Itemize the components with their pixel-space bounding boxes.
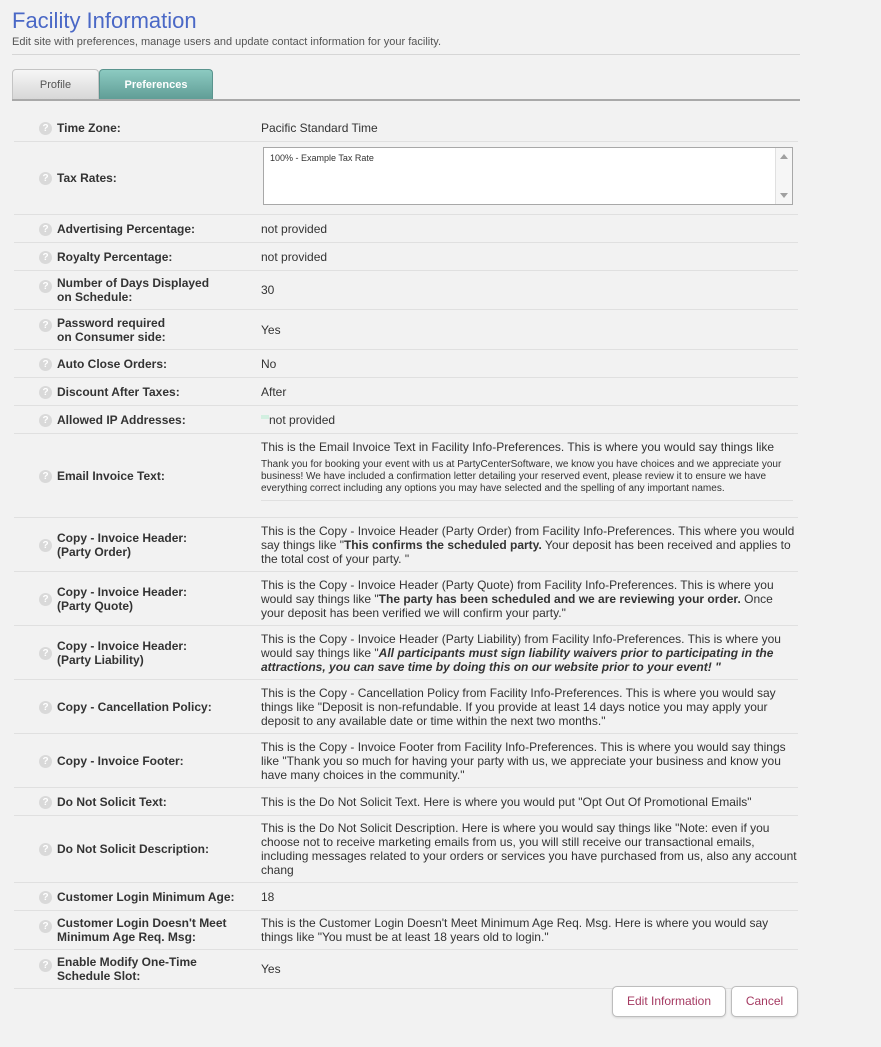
tab-bar — [12, 69, 800, 101]
value-emphasis: This confirms the scheduled party. — [343, 537, 542, 552]
field-value: not provided — [261, 249, 328, 264]
help-icon[interactable]: ? — [39, 358, 52, 371]
row-time-zone — [14, 114, 798, 142]
help-icon[interactable]: ? — [39, 251, 52, 264]
tax-rate-item[interactable]: 100% - Example Tax Rate — [270, 153, 374, 163]
field-label: Advertising Percentage: — [57, 221, 196, 236]
help-icon[interactable]: ? — [39, 755, 52, 768]
help-icon[interactable]: ? — [39, 414, 52, 427]
page-title: Facility Information — [12, 8, 197, 33]
field-value: 18 — [261, 889, 275, 904]
value-text: This is the Copy - Invoice Header (Party Order) from Facility Info-Preferences. This where you would say things like " — [261, 523, 795, 552]
help-icon[interactable]: ? — [39, 843, 52, 856]
field-label: Copy - Invoice Footer: — [57, 753, 184, 768]
field-label: Customer Login Minimum Age: — [57, 889, 235, 904]
field-label: Copy - Invoice Header: (Party Liability) — [57, 638, 188, 667]
field-label: Do Not Solicit Text: — [57, 794, 167, 809]
help-icon[interactable]: ? — [39, 959, 52, 972]
field-label: Password required on Consumer side: — [57, 315, 166, 344]
help-icon[interactable]: ? — [39, 386, 52, 399]
field-value: This is the Customer Login Doesn't Meet Minimum Age Req. Msg. Here is where you would say things like "You must be at least 18 years old to login." — [261, 916, 769, 944]
row-enable-modify-slot — [14, 950, 798, 989]
field-label: Email Invoice Text: — [57, 468, 165, 483]
listbox-scrollbar[interactable] — [775, 148, 792, 204]
field-label: Allowed IP Addresses: — [57, 412, 186, 427]
help-icon[interactable]: ? — [39, 593, 52, 606]
tab-divider — [12, 99, 800, 101]
field-value — [261, 524, 798, 566]
field-label: Copy - Invoice Header: (Party Order) — [57, 530, 188, 559]
help-icon[interactable]: ? — [39, 920, 52, 933]
email-invoice-intro: This is the Email Invoice Text in Facility Info-Preferences. This is where you would say things like — [261, 440, 775, 454]
row-email-invoice-text — [14, 434, 798, 518]
field-value — [261, 413, 798, 427]
value-text: This is the Copy - Invoice Header (Party Liability) from Facility Info-Preferences. This is where you would say things like " — [261, 631, 781, 660]
help-icon[interactable]: ? — [39, 470, 52, 483]
field-value: After — [261, 384, 287, 399]
field-value: not provided — [261, 221, 328, 236]
page-subtitle: Edit site with preferences, manage users and update contact information for your facility. — [12, 36, 442, 48]
scroll-up-icon[interactable] — [780, 154, 788, 159]
row-advertising-percentage — [14, 215, 798, 243]
value-emphasis: The party has been scheduled and we are reviewing your order. — [378, 591, 741, 606]
edit-information-button[interactable]: Edit Information — [612, 986, 726, 1017]
field-label: Number of Days Displayed on Schedule: — [57, 276, 210, 304]
row-royalty-percentage — [14, 243, 798, 271]
help-icon[interactable]: ? — [39, 647, 52, 660]
field-label: Do Not Solicit Description: — [57, 842, 210, 856]
field-label: Enable Modify One-Time Schedule Slot: — [57, 955, 197, 983]
field-label: Discount After Taxes: — [57, 384, 180, 399]
ip-marker — [261, 415, 269, 419]
title-divider — [12, 54, 800, 55]
help-icon[interactable]: ? — [39, 223, 52, 236]
row-tax-rates — [14, 142, 798, 215]
field-value: This is the Do Not Solicit Description. Here is where you would say things like "Note: even if you choose not to receive marketing emails from us, you will still receive our transactional emails, including messages related to your orders or services you have purchased from us, also any account chang — [261, 821, 797, 877]
row-do-not-solicit-description — [14, 816, 798, 883]
field-label: Copy - Cancellation Policy: — [57, 699, 212, 714]
field-value: This is the Do Not Solicit Text. Here is where you would put "Opt Out Of Promotional Emails" — [261, 794, 752, 809]
field-label: Royalty Percentage: — [57, 249, 173, 264]
value-text: This is the Copy - Invoice Header (Party Quote) from Facility Info-Preferences. This is where you would say things like " — [261, 577, 774, 606]
value-text: Once your deposit has been verified we will confirm your party." — [261, 591, 773, 620]
field-label: Tax Rates: — [57, 171, 117, 185]
row-do-not-solicit-text — [14, 788, 798, 816]
email-invoice-body: Thank you for booking your event with us at PartyCenterSoftware, we know you have choices and we appreciate your business! We have included a confirmation letter detailing your reserved event, please review it to ensure we have everything correct including any options you may have selected and the spelling of any important names. — [261, 459, 793, 501]
field-value: This is the Copy - Invoice Footer from Facility Info-Preferences. This is where you would say things like "Thank you so much for having your party with us, we appreciate your business and know you have many choices in the community." — [261, 739, 786, 782]
row-cancellation-policy — [14, 680, 798, 734]
field-label: Time Zone: — [57, 120, 121, 135]
scroll-down-icon[interactable] — [780, 193, 788, 198]
tax-rates-listbox[interactable] — [263, 147, 793, 205]
cancel-button[interactable]: Cancel — [731, 986, 798, 1017]
help-icon[interactable]: ? — [39, 172, 52, 185]
field-value — [261, 578, 798, 620]
row-min-age-message — [14, 911, 798, 950]
preferences-table — [14, 114, 798, 989]
help-icon[interactable]: ? — [39, 319, 52, 332]
help-icon[interactable]: ? — [39, 891, 52, 904]
help-icon[interactable]: ? — [39, 701, 52, 714]
row-invoice-header-order — [14, 518, 798, 572]
row-allowed-ip-addresses — [14, 406, 798, 434]
field-value: Yes — [261, 962, 281, 976]
help-icon[interactable]: ? — [39, 122, 52, 135]
value-text: Your deposit has been received and applies to the total cost of your party. " — [261, 537, 791, 566]
ip-value-text: not provided — [269, 412, 336, 427]
field-value: No — [261, 356, 277, 371]
field-value — [261, 632, 798, 674]
field-value: Pacific Standard Time — [261, 120, 378, 135]
field-label: Auto Close Orders: — [57, 356, 168, 371]
field-value — [261, 440, 798, 501]
field-value: This is the Copy - Cancellation Policy from Facility Info-Preferences. This is where you would say things like "Deposit is non-refundable. If you provide at least 14 days notice you may apply your deposit to any available date or time within the next two months." — [261, 685, 776, 728]
field-label: Copy - Invoice Header: (Party Quote) — [57, 584, 188, 613]
row-invoice-footer — [14, 734, 798, 788]
row-auto-close-orders — [14, 350, 798, 378]
row-days-displayed — [14, 271, 798, 310]
row-invoice-header-quote — [14, 572, 798, 626]
field-label: Customer Login Doesn't Meet Minimum Age Req. Msg: — [57, 916, 227, 944]
help-icon[interactable]: ? — [39, 539, 52, 552]
help-icon[interactable]: ? — [39, 796, 52, 809]
value-emphasis: All participants must sign liability waivers prior to participating in the attractions, you can save time by doing this on our website prior to your event! " — [261, 645, 774, 674]
help-icon[interactable]: ? — [39, 280, 52, 293]
row-customer-login-min-age — [14, 883, 798, 911]
tab-profile[interactable]: Profile — [12, 69, 99, 100]
row-discount-after-taxes — [14, 378, 798, 406]
field-value: Yes — [261, 322, 281, 337]
row-invoice-header-liability — [14, 626, 798, 680]
row-password-required — [14, 310, 798, 350]
field-value: 30 — [261, 283, 275, 297]
tab-preferences[interactable]: Preferences — [99, 69, 213, 100]
